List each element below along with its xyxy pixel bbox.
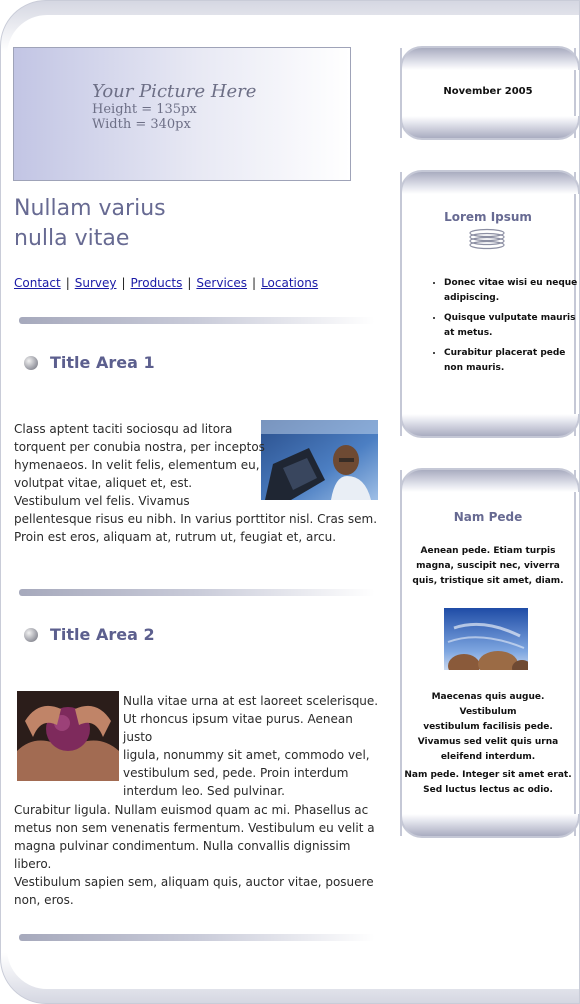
nav-link-locations[interactable]: Locations	[261, 276, 319, 290]
date-panel	[400, 48, 576, 138]
nam-pede-panel	[400, 470, 576, 836]
nav-link-services[interactable]: Services	[196, 276, 248, 290]
banner-line-2: Height = 135px	[92, 102, 197, 117]
banner-dimensions	[92, 102, 197, 132]
nav-separator: |	[187, 276, 192, 290]
nav-link-contact[interactable]: Contact	[14, 276, 61, 290]
nam-pede-heading: Nam Pede	[453, 510, 523, 524]
header-picture-placeholder	[13, 47, 351, 181]
body-line: magna pulvinar condimentum. Nulla convallis dignissim libero.	[14, 839, 351, 871]
nav-links	[14, 276, 318, 290]
lorem-ipsum-list	[428, 276, 580, 381]
panel-cap-top	[400, 468, 580, 492]
panel-cap-bottom	[400, 116, 580, 140]
section-1-title: Title Area 1	[50, 353, 155, 372]
text-line: Aenean pede. Etiam turpis	[420, 546, 556, 556]
sky-rocks-photo	[444, 608, 528, 670]
lorem-ipsum-heading: Lorem Ipsum	[444, 210, 532, 224]
body-line: ligula, nonummy sit amet, commodo vel,	[123, 748, 370, 762]
lorem-ipsum-panel	[400, 172, 576, 436]
body-line: Ut rhoncus ipsum vitae purus. Aenean justo	[123, 712, 353, 744]
text-line: quis, tristique sit amet, diam.	[412, 576, 564, 586]
section-2-body-para-2	[14, 801, 384, 909]
nav-separator: |	[65, 276, 70, 290]
body-line: non, eros.	[14, 893, 74, 907]
nav-link-survey[interactable]: Survey	[74, 276, 117, 290]
list-item: • Donec vitae wisi eu neque adipiscing.	[444, 276, 580, 306]
sphere-bullet-icon	[24, 356, 38, 370]
nav-separator: |	[252, 276, 257, 290]
body-line: torquent per conubia nostra, per inceptos	[14, 440, 265, 454]
section-1-body	[14, 420, 384, 546]
text-line: Maecenas quis augue. Vestibulum	[431, 692, 545, 717]
list-item: • Quisque vulputate mauris at metus.	[444, 311, 580, 341]
list-item: • Curabitur placerat pede non mauris.	[444, 346, 580, 376]
nam-pede-text-2	[402, 690, 574, 765]
body-line: Nulla vitae urna at est laoreet scelerisque.	[123, 694, 379, 708]
panel-cap-top	[400, 170, 580, 194]
text-line: magna, suscipit nec, viverra	[416, 561, 560, 571]
body-line: Proin est eros, aliquam at, rutrum ut, feugiat et, arcu.	[14, 530, 337, 544]
hands-globe-photo	[17, 691, 119, 781]
section-divider	[19, 934, 375, 941]
body-line: Vestibulum vel felis. Vivamus	[14, 494, 190, 508]
coil-icon	[468, 228, 506, 250]
text-line: Vivamus sed velit quis urna	[417, 737, 559, 747]
panel-cap-bottom	[400, 414, 580, 438]
text-line: vestibulum facilisis pede.	[423, 722, 553, 732]
nav-separator: |	[121, 276, 126, 290]
banner-line-3: Width = 340px	[92, 117, 191, 132]
text-line: Nam pede. Integer sit amet erat.	[404, 770, 572, 780]
body-line: Vestibulum sapien sem, aliquam quis, auctor vitae, posuere	[14, 875, 374, 889]
nav-link-products[interactable]: Products	[130, 276, 183, 290]
body-line: hymenaeos. In velit felis, elementum eu,	[14, 458, 260, 472]
body-line: metus non sem venenatis fermentum. Vestibulum eu velit a	[14, 821, 375, 835]
body-line: vestibulum sed, pede. Proin interdum	[123, 766, 349, 780]
body-line: interdum leo. Sed pulvinar.	[123, 784, 285, 798]
section-divider	[19, 317, 375, 324]
text-line: eleifend interdum.	[440, 752, 536, 762]
section-divider	[19, 589, 375, 596]
text-line: Sed luctus lectus ac odio.	[423, 785, 553, 795]
site-title	[14, 194, 314, 254]
sphere-bullet-icon	[24, 628, 38, 642]
site-title-line-1: Nullam varius	[14, 196, 166, 221]
panel-cap-bottom	[400, 814, 580, 838]
body-line: volutpat vitae, aliquet et, est.	[14, 476, 193, 490]
panel-cap-top	[400, 46, 580, 70]
body-line: pellentesque risus eu nibh. In varius porttitor nisl. Cras sem.	[14, 512, 378, 526]
section-2-body-para-1	[123, 692, 385, 800]
date-label: November 2005	[443, 86, 533, 97]
body-line: Class aptent taciti sociosqu ad litora	[14, 422, 233, 436]
section-2-title: Title Area 2	[50, 625, 155, 644]
banner-line-1: Your Picture Here	[92, 81, 257, 102]
body-line: Curabitur ligula. Nullam euismod quam ac mi. Phasellus ac	[14, 803, 369, 817]
nam-pede-text-3	[402, 768, 574, 798]
nam-pede-text-1	[402, 544, 574, 589]
site-title-line-2: nulla vitae	[14, 226, 130, 251]
